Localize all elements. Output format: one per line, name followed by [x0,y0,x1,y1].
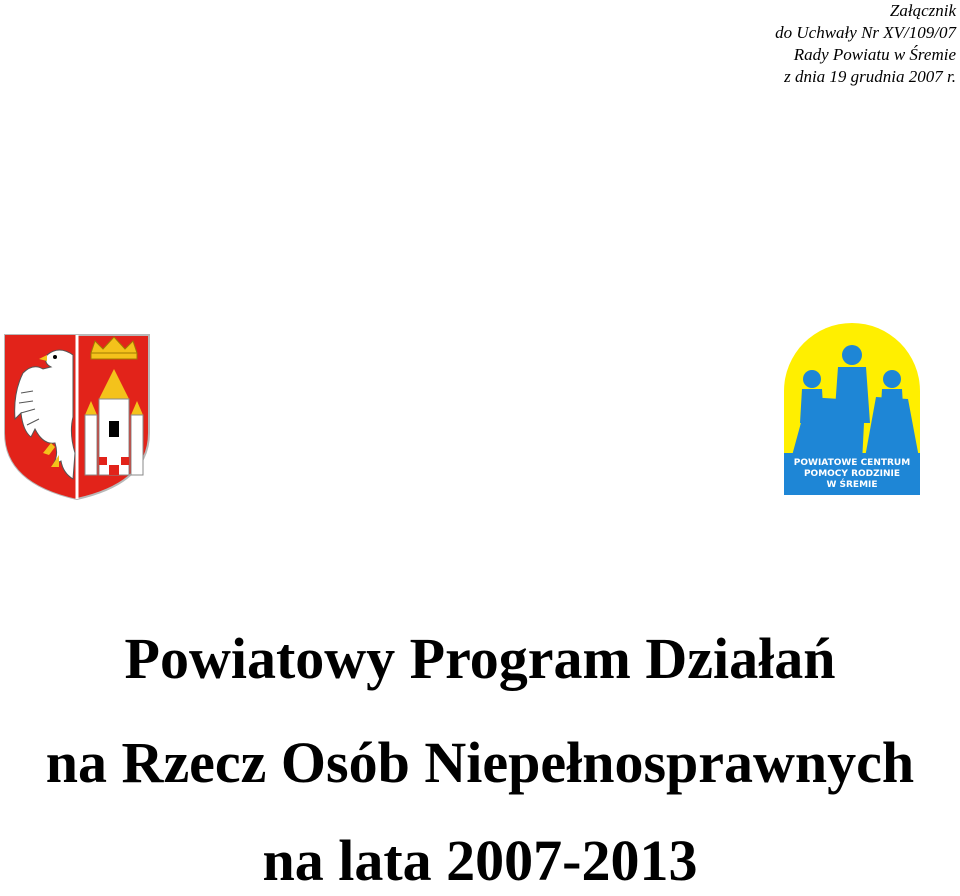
pcpr-text-line1: POWIATOWE CENTRUM [793,458,911,468]
document-title-line3: na lata 2007-2013 [262,828,698,893]
pcpr-logo-icon [780,313,924,495]
document-title-line2: na Rzecz Osób Niepełnosprawnych [45,730,915,795]
pcpr-text-line3: W ŚREMIE [826,480,878,490]
annex-header [775,0,956,88]
annex-council: Rady Powiatu w Śremie [793,45,956,64]
annex-resolution-number: do Uchwały Nr XV/109/07 [775,23,956,42]
pcpr-text-line2: POMOCY RODZINIE [803,469,901,479]
coat-of-arms-icon [3,333,151,501]
annex-date: z dnia 19 grudnia 2007 r. [784,67,956,86]
annex-label: Załącznik [889,1,956,20]
document-title-line1: Powiatowy Program Działań [124,626,836,691]
